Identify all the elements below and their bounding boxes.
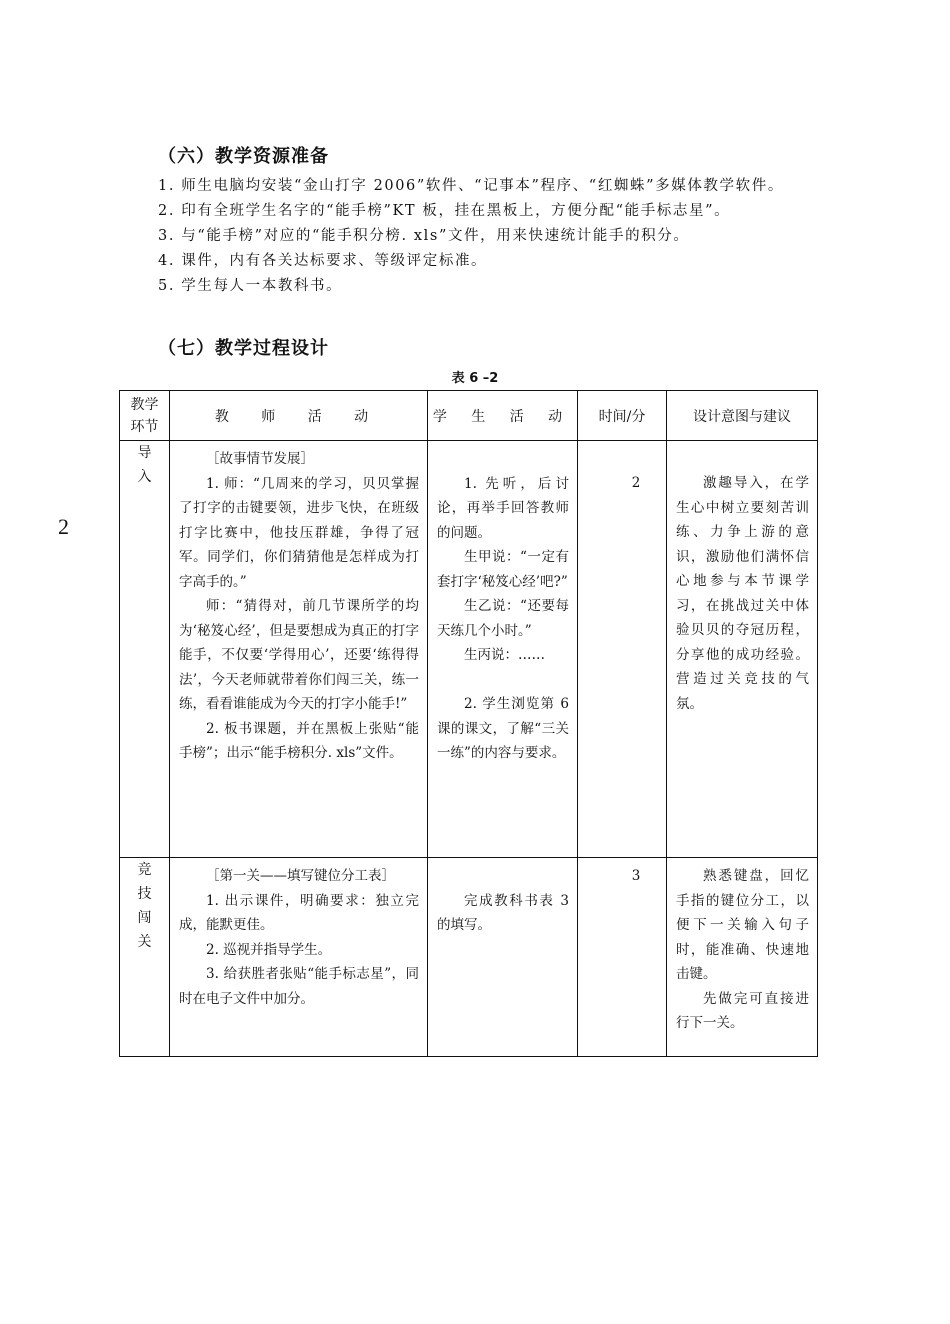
teacher-paragraph: 师：“猜得对，前几节课所学的均为‘秘笈心经’，但是要想成为真正的打字能手，不仅要‘学得用心’，还要‘练得得法’，今天老师就带着你们闯三关，练一练，看看谁能成为今天的打字小能手!”: [179, 598, 419, 712]
section-heading-resources: （六）教学资源准备: [158, 146, 329, 167]
header-time-label: 时间/分: [598, 408, 646, 425]
design-paragraph: 熟悉键盘，回忆手指的键位分工，以便下一关输入句子时，能准确、快速地击键。: [676, 868, 809, 982]
resource-item: 4. 课件，内有各关达标要求、等级评定标准。: [158, 253, 488, 269]
table-caption: 表 6 –2: [451, 371, 499, 386]
time-value: 2: [631, 475, 641, 491]
student-paragraph: 生乙说：“还要每天练几个小时。”: [437, 598, 569, 639]
student-cell-challenge: [428, 858, 578, 1057]
header-time: [578, 391, 667, 441]
stage-cell-challenge: [120, 858, 170, 1057]
teacher-cell-intro: [170, 441, 428, 858]
header-student-label: 学 生 活 动: [432, 408, 573, 425]
resource-item: 1. 师生电脑均安装“金山打字 2006”软件、“记事本”程序、“红蜘蛛”多媒体教学软件。: [158, 178, 784, 194]
stage-char: 关: [137, 934, 152, 950]
teacher-paragraph: ［故事情节发展］: [206, 451, 314, 467]
header-stage: [120, 391, 170, 441]
header-teacher: [170, 391, 428, 441]
student-paragraph: 生丙说：……: [464, 647, 545, 663]
header-student: [428, 391, 578, 441]
design-cell-challenge: [667, 858, 818, 1057]
design-paragraph: 激趣导入，在学生心中树立要刻苦训练、力争上游的意识，激励他们满怀信心地参与本节课学习，在挑战过关中体验贝贝的夺冠历程，分享他的成功经验。营造过关竞技的气氛。: [676, 475, 809, 712]
teacher-paragraph: 2. 板书课题，并在黑板上张贴“能手榜”；出示“能手榜积分. xls”文件。: [179, 720, 419, 761]
resource-item: 5. 学生每人一本教科书。: [158, 278, 343, 294]
page-number: 2: [58, 514, 69, 539]
stage-char: 闯: [137, 910, 152, 926]
design-cell-intro: [667, 441, 818, 858]
header-design: [667, 391, 818, 441]
student-paragraph: 1. 先听，后讨论，再举手回答教师的问题。: [437, 475, 569, 541]
section-heading-process: （七）教学过程设计: [158, 338, 329, 359]
stage-char: 入: [137, 469, 152, 485]
process-table: [119, 390, 818, 1057]
header-stage-line2: 环节: [130, 418, 159, 435]
teacher-paragraph: 1. 出示课件，明确要求：独立完成，能默更佳。: [179, 892, 419, 933]
table-row-intro: [120, 441, 818, 858]
table-header-row: [120, 391, 818, 441]
resources-list: [118, 174, 818, 299]
student-paragraph: 完成教科书表 3 的填写。: [437, 892, 569, 933]
design-paragraph: 先做完可直接进行下一关。: [676, 990, 809, 1031]
teacher-paragraph: 1. 师：“几周来的学习，贝贝掌握了打字的击键要领，进步飞快，在班级打字比赛中，他技压群雄，争得了冠军。同学们，你们猜猜他是怎样成为打字高手的。”: [179, 475, 419, 590]
stage-char: 技: [137, 886, 152, 902]
resource-item: 3. 与“能手榜”对应的“能手积分榜. xls”文件，用来快速统计能手的积分。: [158, 228, 690, 244]
stage-cell-intro: [120, 441, 170, 858]
header-stage-line1: 教学: [130, 396, 159, 413]
time-cell-intro: [578, 441, 667, 858]
table-row-challenge: [120, 858, 818, 1057]
stage-char: 竞: [137, 862, 152, 878]
student-cell-intro: [428, 441, 578, 858]
teacher-paragraph: 3. 给获胜者张贴“能手标志星”，同时在电子文件中加分。: [179, 966, 419, 1007]
header-design-label: 设计意图与建议: [693, 408, 791, 425]
teacher-cell-challenge: [170, 858, 428, 1057]
header-teacher-label: 教 师 活 动: [214, 408, 383, 425]
time-value: 3: [631, 868, 641, 884]
student-paragraph: 生甲说：“一定有套打字‘秘笈心经’吧?”: [437, 549, 569, 590]
time-cell-challenge: [578, 858, 667, 1057]
student-paragraph: 2. 学生浏览第 6 课的课文，了解“三关一练”的内容与要求。: [437, 696, 569, 761]
resource-item: 2. 印有全班学生名字的“能手榜”KT 板，挂在黑板上，方便分配“能手标志星”。: [158, 203, 731, 219]
stage-char: 导: [137, 445, 152, 461]
teacher-paragraph: ［第一关——填写键位分工表］: [206, 868, 395, 884]
teacher-paragraph: 2. 巡视并指导学生。: [206, 941, 332, 958]
